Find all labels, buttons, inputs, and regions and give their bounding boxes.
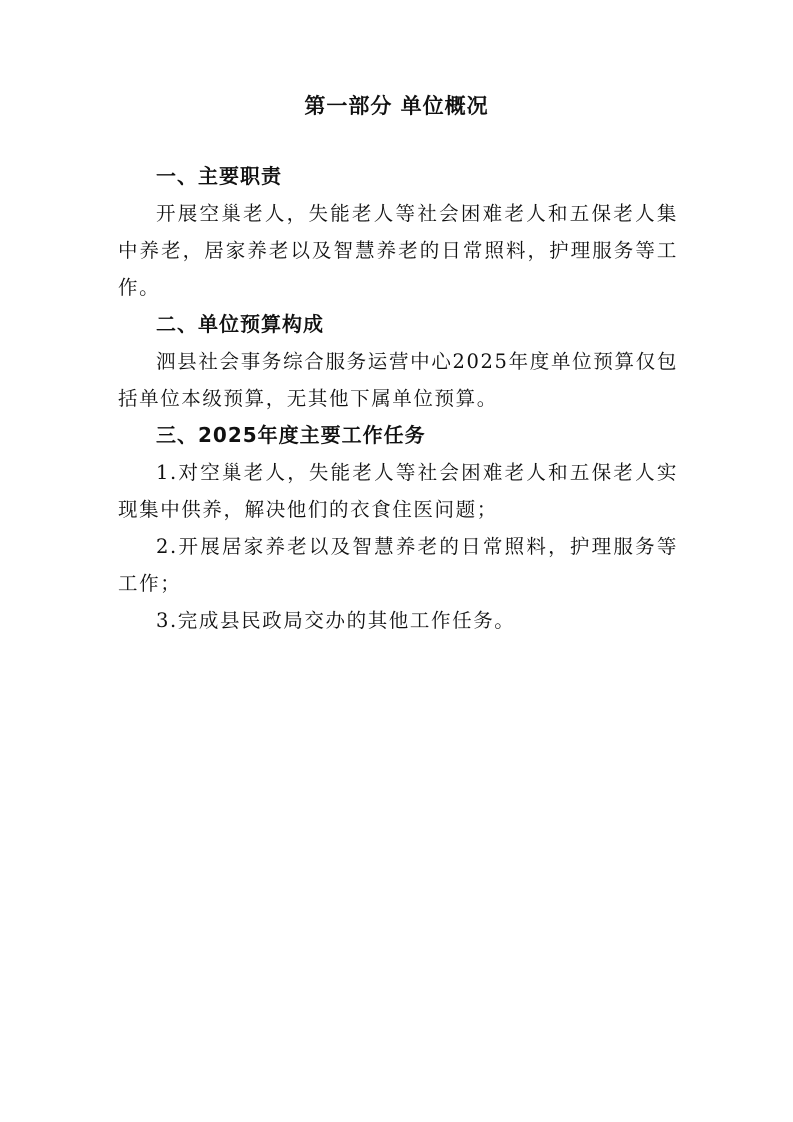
section-heading: 一、主要职责 (156, 164, 282, 188)
section-paragraph: 开展空巢老人，失能老人等社会困难老人和五保老人集中养老，居家养老以及智慧养老的日常照料，护理服务等工作。 (118, 202, 678, 299)
section-heading: 二、单位预算构成 (156, 312, 324, 336)
section-paragraph: 泗县社会事务综合服务运营中心2025年度单位预算仅包括单位本级预算，无其他下属单位预算。 (118, 350, 678, 410)
document-body (118, 158, 678, 639)
section-main-tasks (118, 417, 678, 639)
task-item: 1.对空巢老人，失能老人等社会困难老人和五保老人实现集中供养，解决他们的衣食住医问题； (118, 461, 678, 521)
page-title: 第一部分 单位概况 (304, 94, 489, 118)
task-item: 2.开展居家养老以及智慧养老的日常照料，护理服务等工作； (118, 535, 678, 595)
section-heading: 三、2025年度主要工作任务 (156, 423, 426, 447)
section-main-duties (118, 158, 678, 306)
section-budget-composition (118, 306, 678, 417)
task-item: 3.完成县民政局交办的其他工作任务。 (156, 609, 516, 632)
